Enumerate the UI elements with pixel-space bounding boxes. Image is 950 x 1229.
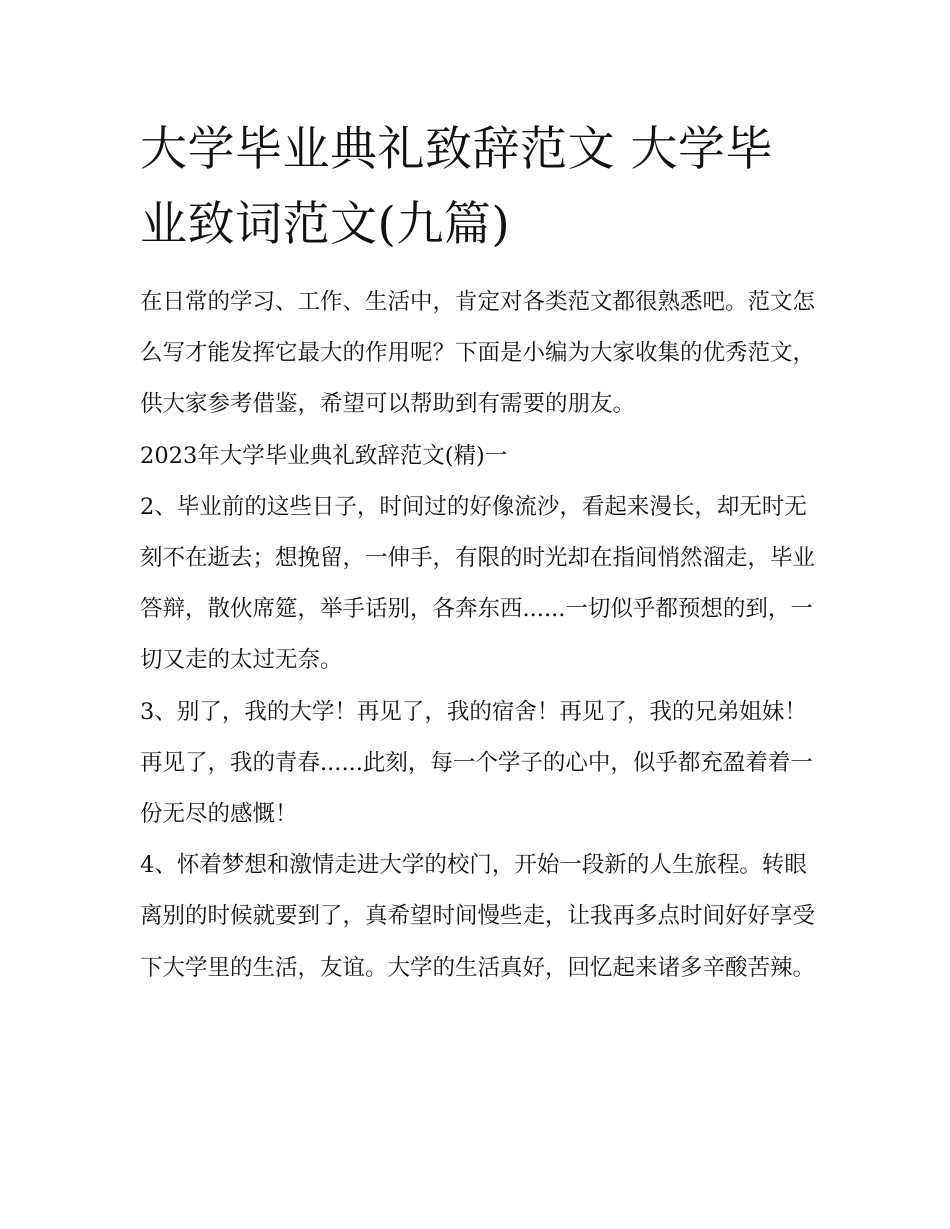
section-heading: 2023年大学毕业典礼致辞范文(精)一	[140, 442, 508, 469]
paragraph-3: 3、别了，我的大学！再见了，我的宿舍！再见了，我的兄弟姐妹！再见了，我的青春......此刻，每一个学子的心中，似乎都充盈着着一份无尽的感慨！	[140, 698, 813, 828]
paragraph-4: 4、怀着梦想和激情走进大学的校门，开始一段新的人生旅程。转眼离别的时候就要到了，真希望时间慢些走，让我再多点时间好好享受下大学里的生活，友谊。大学的生活真好，回忆起来诸多辛酸苦辣。	[140, 852, 816, 981]
intro-paragraph: 在日常的学习、工作、生活中，肯定对各类范文都很熟悉吧。范文怎么写才能发挥它最大的作用呢？下面是小编为大家收集的优秀范文，供大家参考借鉴，希望可以帮助到有需要的朋友。	[140, 289, 816, 418]
document-title: 大学毕业典礼致辞范文 大学毕业致词范文(九篇)	[140, 122, 773, 252]
document-content	[140, 112, 815, 994]
paragraph-2: 2、毕业前的这些日子，时间过的好像流沙，看起来漫长，却无时无刻不在逝去；想挽留，一伸手，有限的时光却在指间悄然溜走，毕业答辩，散伙席筵，举手话别，各奔东西......一切似乎都预想的到，一切又走的太过无奈。	[140, 493, 816, 674]
